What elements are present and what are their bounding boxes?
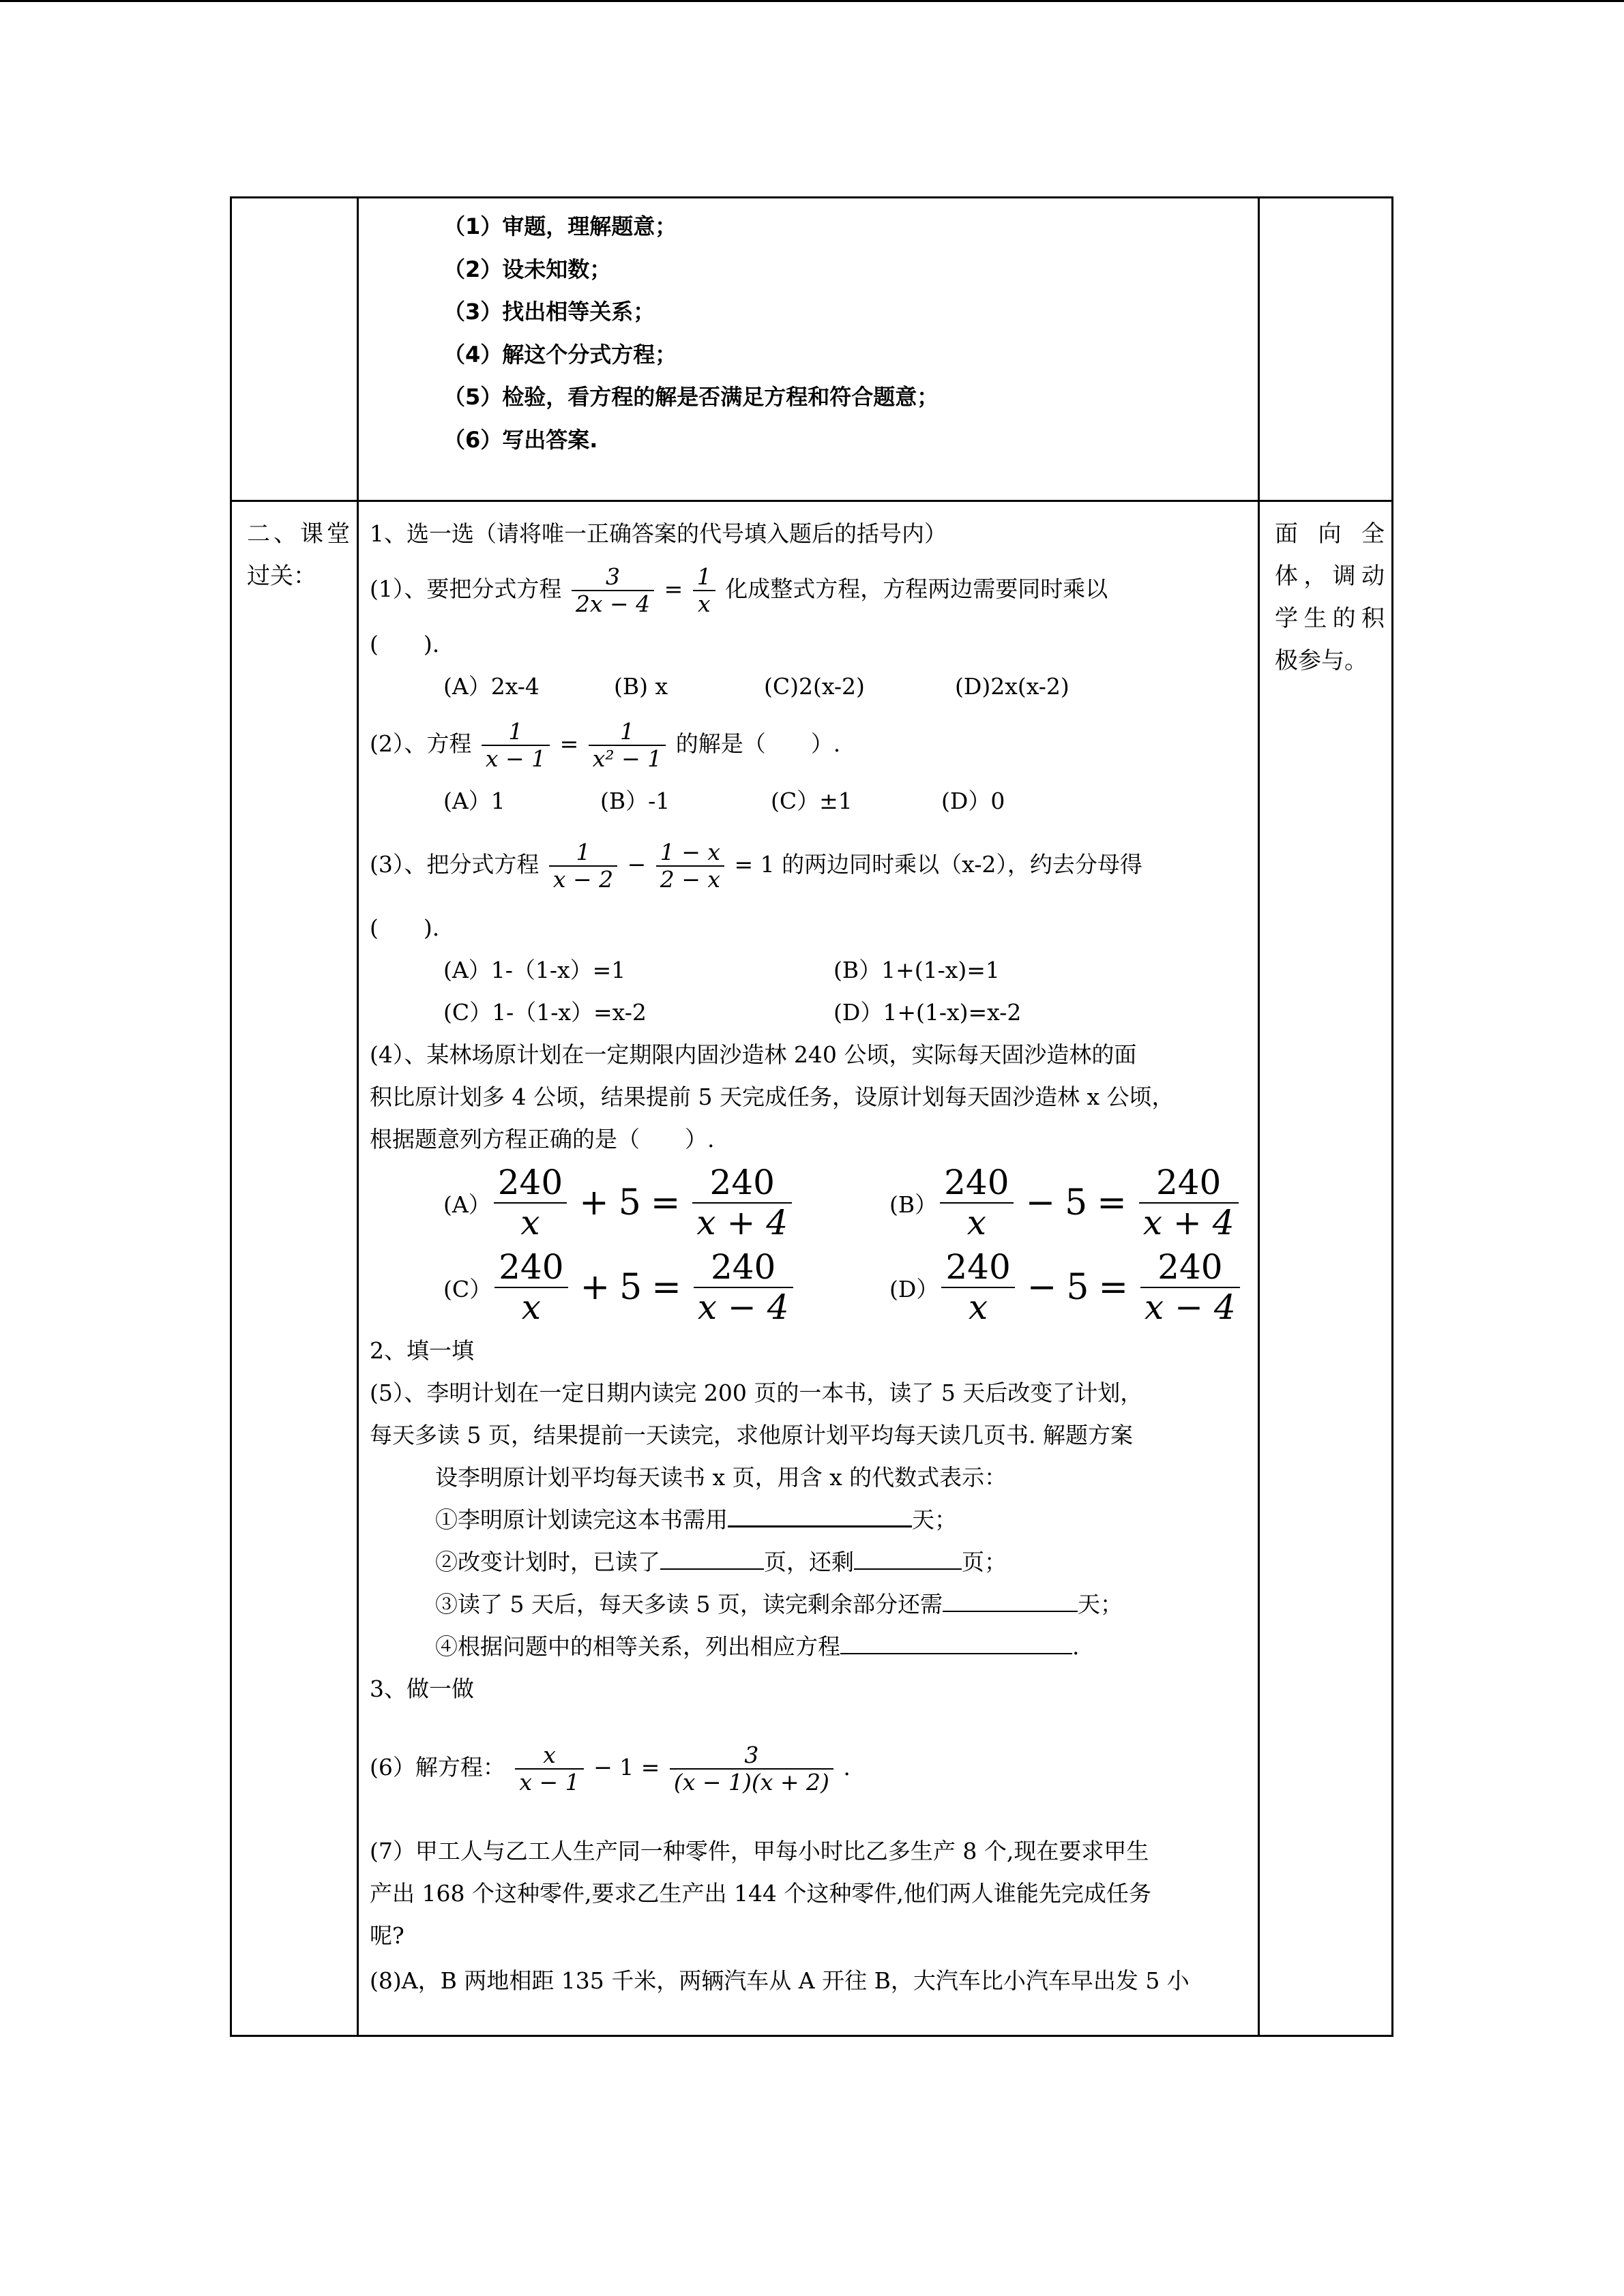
q2-option-a: (A）1 xyxy=(443,788,505,814)
q1-options xyxy=(370,666,1244,708)
q2-fraction-left: $\frac{1}{x - 1}$ xyxy=(482,719,550,772)
q2-option-d: (D）0 xyxy=(941,788,1005,814)
q1-option-d: (D)2x(x-2) xyxy=(955,673,1069,700)
page-top-border xyxy=(0,0,1624,2)
q3-fraction-right: $\frac{1 - x}{2 - x}$ xyxy=(656,839,724,893)
q4-option-b: (B） $\frac{240}{x}$ − 5 = $\frac{240}{x + 4}$ xyxy=(889,1163,1241,1243)
q5-item-3: ③读了 5 天后，每天多读 5 页，读完剩余部分还需 天； xyxy=(370,1583,1244,1626)
q4-options-row2 xyxy=(370,1245,1244,1330)
step-6: （6）写出答案. xyxy=(443,426,598,453)
q6-fraction-left: $\frac{x}{x - 1}$ xyxy=(515,1742,583,1795)
part3-heading: 3、做一做 xyxy=(370,1675,474,1702)
part1-heading: 1、选一选（请将唯一正确答案的代号填入题后的括号内） xyxy=(370,520,947,547)
classroom-row xyxy=(231,501,1393,2036)
q5-line-2: 每天多读 5 页，结果提前一天读完，求他原计划平均每天读几页书. 解题方案 xyxy=(370,1422,1133,1448)
q5-item-2: ②改变计划时，已读了 页，还剩 页； xyxy=(370,1541,1244,1583)
q2-options xyxy=(370,780,1244,822)
q6-line: (6）解方程： $\frac{x}{x - 1}$ − 1 = $\frac{3}{(x - 1)(x + 2)}$ . xyxy=(370,1742,851,1795)
q3-fraction-left: $\frac{1}{x - 2}$ xyxy=(549,839,617,893)
step-4: （4）解这个分式方程； xyxy=(443,341,677,368)
q3-options-row2 xyxy=(370,992,1244,1034)
lesson-table xyxy=(230,196,1393,2037)
q5-item-1: ①李明原计划读完这本书需用 天； xyxy=(370,1499,1244,1541)
q3-option-c: (C）1-（1-x）=x-2 xyxy=(443,999,647,1026)
q1-fraction-left: $\frac{3}{2x - 4}$ xyxy=(572,564,654,617)
section-label: 二、课堂过关： xyxy=(231,501,358,2036)
part2-heading: 2、填一填 xyxy=(370,1337,474,1364)
q3-line: (3）、把分式方程 $\frac{1}{x - 2}$ − $\frac{1 - x}{2 - x}$ = 1 的两边同时乘以（x-2），约去分母得 xyxy=(370,839,1142,893)
q2-line: (2）、方程 $\frac{1}{x - 1}$ = $\frac{1}{\text{x² − 1}}$ 的解是（ ）. xyxy=(370,718,841,772)
q3-option-a: (A）1-（1-x）=1 xyxy=(443,957,626,983)
q5-item-4: ④根据问题中的相等关系，列出相应方程 . xyxy=(370,1626,1244,1668)
steps-row xyxy=(231,198,1393,501)
q1-option-c: (C)2(x-2) xyxy=(764,673,865,700)
step-1: （1）审题，理解题意； xyxy=(443,213,677,239)
q3-option-d: (D）1+(1-x)=x-2 xyxy=(833,999,1022,1026)
q7-text: (7）甲工人与乙工人生产同一种零件，甲每小时比乙多生产 8 个,现在要求甲生 产出 168 个这种零件,要求乙生产出 144 个这种零件,他们两人谁能先完成任务 呢? xyxy=(370,1838,1151,1949)
q1-option-b: (B) x xyxy=(614,673,668,700)
exercise-cell xyxy=(358,501,1259,2036)
q5-setup: 设李明原计划平均每天读书 x 页，用含 x 的代数式表示： xyxy=(435,1464,1007,1491)
steps-left-cell xyxy=(231,198,358,501)
step-2: （2）设未知数； xyxy=(443,256,612,282)
q1-option-a: (A）2x-4 xyxy=(443,673,540,700)
q5-line-1: (5）、李明计划在一定日期内读完 200 页的一本书，读了 5 天后改变了计划， xyxy=(370,1380,1143,1406)
q2-fraction-right: $\frac{1}{\text{x² − 1}}$ xyxy=(589,719,666,772)
steps-cell xyxy=(358,198,1259,501)
q1-fraction-right: $\frac{1}{x}$ xyxy=(693,564,715,617)
q5-blank-2b[interactable] xyxy=(854,1545,962,1570)
steps-right-cell xyxy=(1259,198,1393,501)
q3-answer-blank: ( ). xyxy=(370,914,440,941)
step-5: （5）检验，看方程的解是否满足方程和符合题意； xyxy=(443,384,939,410)
q2-option-b: (B）-1 xyxy=(600,788,670,814)
q3-options-row1 xyxy=(370,949,1244,992)
q4-option-d: (D） $\frac{240}{x}$ − 5 = $\frac{240}{x - 4}$ xyxy=(889,1248,1243,1328)
q4-option-a: (A） $\frac{240}{x}$ + 5 = $\frac{240}{x + 4}$ xyxy=(443,1163,889,1243)
q5-blank-1[interactable] xyxy=(728,1502,912,1527)
q2-option-c: (C）±1 xyxy=(771,788,853,814)
q1-answer-blank: ( ). xyxy=(370,631,440,657)
q4-options-row1 xyxy=(370,1161,1244,1245)
q4-text: (4）、某林场原计划在一定期限内固沙造林 240 公顷，实际每天固沙造林的面 积比原计划多 4 公顷，结果提前 5 天完成任务，设原计划每天固沙造林 x 公顷， 根据题意列方程正确的是（ ）. xyxy=(370,1041,1175,1152)
q5-blank-4[interactable] xyxy=(840,1630,1072,1654)
q5-blank-3[interactable] xyxy=(943,1587,1078,1612)
q8-text: (8)A，B 两地相距 135 千米，两辆汽车从 A 开往 B，大汽车比小汽车早出发 5 小 xyxy=(370,1967,1190,1994)
q4-option-c: (C） $\frac{240}{x}$ + 5 = $\frac{240}{x - 4}$ xyxy=(443,1248,889,1328)
q3-option-b: (B）1+(1-x)=1 xyxy=(833,957,1000,983)
q6-fraction-right: $\frac{3}{(x - 1)(x + 2)}$ xyxy=(670,1742,833,1795)
q1-line: (1）、要把分式方程 $\frac{3}{2x - 4}$ = $\frac{1}{x}$ 化成整式方程，方程两边需要同时乘以 xyxy=(370,563,1108,617)
step-3: （3）找出相等关系； xyxy=(443,299,655,325)
q5-blank-2a[interactable] xyxy=(660,1545,764,1570)
teaching-note: 面向全体，调动学生的积极参与。 xyxy=(1259,501,1393,2036)
